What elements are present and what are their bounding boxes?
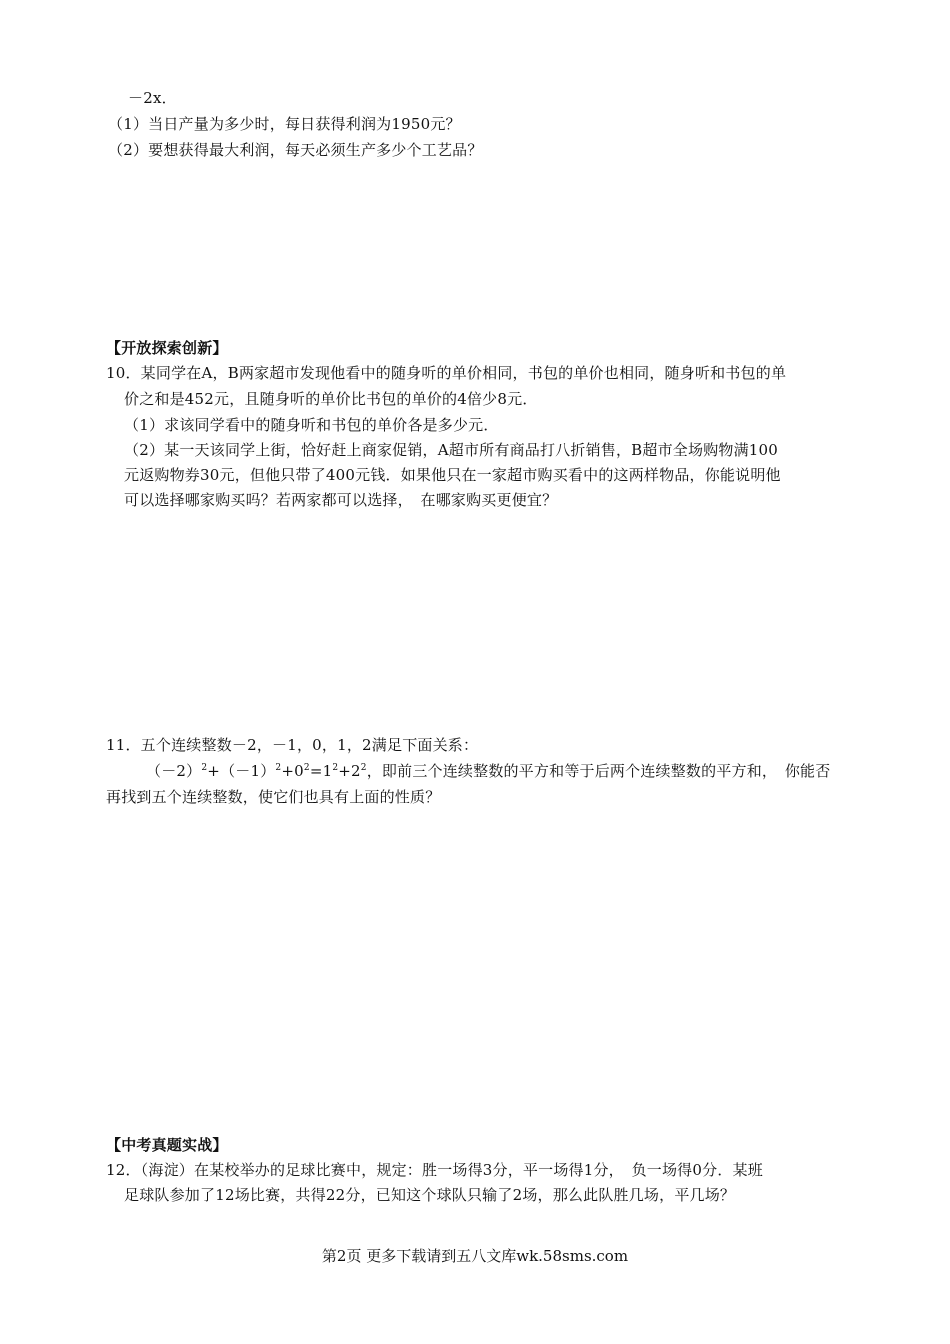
q10-line1: 10．某同学在A，B两家超市发现他看中的随身听的单价相同，书包的单价也相同，随身听和书包的单 bbox=[106, 364, 787, 382]
q10-part2-line2: 元返购物券30元，但他只带了400元钱．如果他只在一家超市购买看中的这两样物品，你能说明他 bbox=[124, 466, 781, 484]
q12-line2: 足球队参加了12场比赛，共得22分，已知这个球队只输了2场，那么此队胜几场，平几场？ bbox=[124, 1186, 736, 1204]
q9-part1: （1）当日产量为多少时，每日获得利润为1950元？ bbox=[108, 115, 461, 133]
q11-line3: 再找到五个连续整数，使它们也具有上面的性质？ bbox=[106, 788, 441, 806]
q10-part2-line3: 可以选择哪家购买吗？若两家都可以选择， 在哪家购买更便宜？ bbox=[124, 491, 558, 509]
q11-line1: 11．五个连续整数－2，－1，0，1，2满足下面关系： bbox=[106, 736, 479, 754]
q11-eq-exponent-a: 2 bbox=[201, 763, 208, 773]
q10-line2: 价之和是452元，且随身听的单价比书包的单价的4倍少8元． bbox=[124, 390, 538, 408]
q11-eq-term-e: +2 bbox=[338, 762, 361, 780]
q11-eq-term-d: =1 bbox=[309, 762, 333, 780]
q11-eq-exponent-e: 2 bbox=[360, 763, 367, 773]
q9-expression-tail: －2x． bbox=[128, 89, 177, 107]
q10-part2-line1: （2）某一天该同学上街，恰好赶上商家促销，A超市所有商品打八折销售，B超市全场购物满100 bbox=[124, 441, 779, 459]
q12-line1: 12．（海淀）在某校举办的足球比赛中，规定：胜一场得3分，平一场得1分， 负一场得0分．某班 bbox=[106, 1161, 763, 1179]
q11-eq-term-a: （－2） bbox=[146, 762, 202, 780]
q11-equation-line bbox=[146, 761, 830, 781]
q11-eq-exponent-d: 2 bbox=[332, 763, 339, 773]
q11-eq-rest: ，即前三个连续整数的平方和等于后两个连续整数的平方和， 你能否 bbox=[366, 762, 831, 780]
q11-eq-term-c: +0 bbox=[281, 762, 304, 780]
q9-part2: （2）要想获得最大利润，每天必须生产多少个工艺品？ bbox=[108, 141, 483, 159]
section-heading-open-exploration: 【开放探索创新】 bbox=[106, 339, 228, 357]
section-heading-exam-practice: 【中考真题实战】 bbox=[106, 1136, 228, 1154]
page-footer: 第2页 更多下载请到五八文库wk.58sms.com bbox=[321, 1247, 629, 1265]
q11-eq-exponent-c: 2 bbox=[303, 763, 310, 773]
q10-part1: （1）求该同学看中的随身听和书包的单价各是多少元． bbox=[124, 416, 499, 434]
q11-eq-exponent-b: 2 bbox=[275, 763, 282, 773]
q11-eq-term-b: +（－1） bbox=[207, 762, 276, 780]
